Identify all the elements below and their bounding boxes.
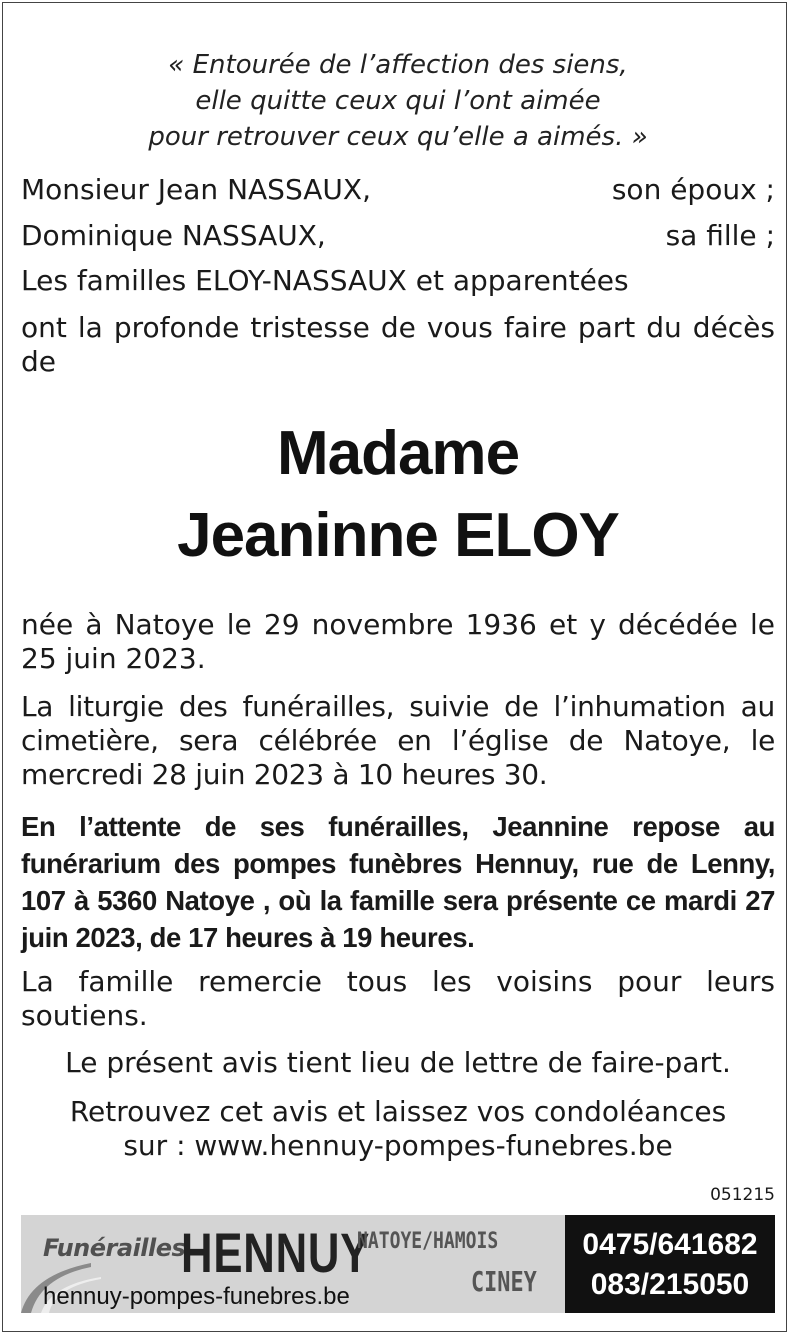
banner-locations: NATOYE/HAMOIS	[357, 1229, 499, 1254]
family-member-row	[21, 219, 775, 253]
family-member-name: Dominique NASSAUX,	[21, 219, 326, 252]
banner-phone-box	[565, 1215, 775, 1313]
announcement-text: ont la profonde tristesse de vous faire part du décès de	[21, 311, 775, 378]
phone-number[interactable]: 083/215050	[590, 1268, 750, 1301]
family-member-name: Les familles ELOY-NASSAUX et apparentées	[21, 264, 629, 297]
family-member-relation: son époux ;	[611, 173, 775, 206]
faire-part-notice: Le présent avis tient lieu de lettre de faire-part.	[65, 1046, 731, 1079]
banner-website[interactable]: hennuy-pompes-funebres.be	[43, 1283, 350, 1310]
quote-line: pour retrouver ceux qu’elle a aimés. »	[148, 122, 648, 152]
thanks-text: La famille remercie tous les voisins pour leurs soutiens.	[21, 965, 775, 1032]
banner-location-ciney: CINEY	[471, 1265, 537, 1298]
family-member-relation: sa fille ;	[665, 219, 775, 252]
family-member-name: Monsieur Jean NASSAUX,	[21, 173, 371, 206]
funeral-home-banner	[21, 1215, 775, 1313]
reference-number: 051215	[710, 1185, 775, 1205]
deceased-title: Madame	[276, 419, 520, 488]
phone-number[interactable]: 0475/641682	[582, 1228, 758, 1261]
liturgy-text: La liturgie des funérailles, suivie de l’inhumation au cimetière, sera célébrée en l’église de Natoye, le mercredi 28 juin 2023 à 10 heures 30.	[21, 690, 775, 791]
family-member-row	[21, 264, 775, 298]
obituary-notice	[2, 2, 787, 1332]
quote-line: elle quitte ceux qui l’ont aimée	[195, 86, 601, 116]
deceased-name: Jeaninne ELOY	[177, 501, 619, 570]
condolences-line: Retrouvez cet avis et laissez vos condoléances	[69, 1095, 727, 1128]
condolences-website[interactable]: sur : www.hennuy-pompes-funebres.be	[123, 1129, 673, 1162]
banner-funerailles-label: Funérailles	[43, 1234, 186, 1262]
epigraph-quote	[21, 47, 775, 155]
quote-line: « Entourée de l’affection des siens,	[168, 50, 628, 80]
birth-death-text: née à Natoye le 29 novembre 1936 et y décédée le 25 juin 2023.	[21, 608, 775, 675]
family-member-row	[21, 173, 775, 207]
hennuy-logo: HENNUY	[181, 1221, 371, 1284]
visitation-text: En l’attente de ses funérailles, Jeannine repose au funérarium des pompes funèbres Hennuy, rue de Lenny, 107 à 5360 Natoye , où la famille sera présente ce mardi 27 juin 2023, de 17 heures à 19 heures.	[21, 811, 775, 953]
